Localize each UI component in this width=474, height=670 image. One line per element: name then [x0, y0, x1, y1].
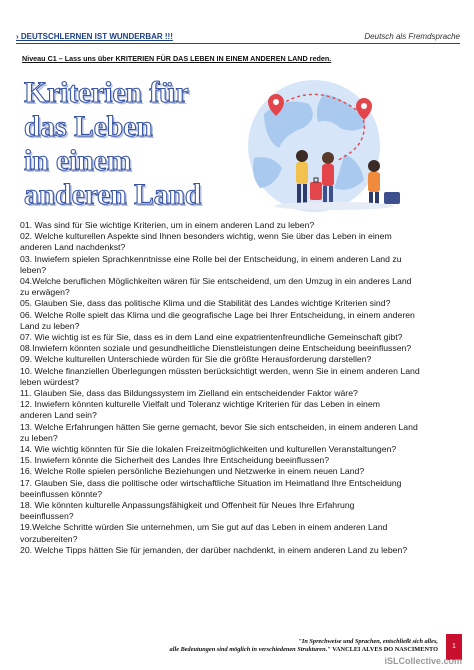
question-line: 19.Welche Schritte würden Sie unternehmen, um Sie gut auf das Leben in einem anderen Land	[20, 522, 388, 533]
question-line: 20. Welche Tipps hätten Sie für jemanden, der darüber nachdenkt, in einem anderen Land zu leben?	[20, 544, 408, 555]
globe-illustration	[224, 74, 410, 214]
question-line: beeinflussen könnte?	[20, 488, 103, 499]
traveler-figure	[368, 160, 380, 206]
question-line: vorzubereiten?	[20, 533, 78, 544]
footer-quote	[170, 638, 438, 654]
question-line: anderen Land sein?	[20, 410, 97, 421]
question-line: 17. Glauben Sie, dass die politische oder wirtschaftliche Situation im Heimatland Ihre Entscheidung	[20, 477, 402, 488]
question-line: leben?	[20, 264, 47, 275]
question-line: beeinflussen?	[20, 511, 74, 522]
question-list	[20, 220, 458, 556]
question-line: 09. Welche kulturellen Unterschiede würden für Sie die größte Herausforderung darstellen?	[20, 354, 372, 365]
question-line: 15. Inwiefern könnte die Sicherheit des Landes Ihre Entscheidung beeinflussen?	[20, 455, 330, 466]
watermark-logo: iSLCollective.com	[384, 656, 462, 666]
question-line: 01. Was sind für Sie wichtige Kriterien, um in einem anderen Land zu leben?	[20, 220, 315, 230]
question-line: 02. Welche kulturellen Aspekte sind Ihnen besonders wichtig, wenn Sie über das Leben in einem	[20, 231, 392, 242]
question-line: 12. Inwiefern könnten kulturelle Vielfalt und Toleranz wichtige Kriterien für das Leben in einem	[20, 399, 380, 410]
question-line: 18. Wie könnten kulturelle Anpassungsfähigkeit und Offenheit für Neues Ihre Erfahrung	[20, 500, 355, 511]
suitcase-icon	[384, 192, 400, 204]
header-subject: Deutsch als Fremdsprache	[364, 32, 460, 41]
page-number-badge: 1	[446, 634, 462, 660]
question-line: 14. Wie wichtig könnten für Sie die lokalen Freizeitmöglichkeiten und kulturellen Veranstaltungen?	[20, 444, 397, 455]
question-line: 04.Welche beruflichen Möglichkeiten wären für Sie entscheidend, um den Umzug in ein anderes Land	[20, 276, 412, 287]
quote-author: VANCLEI ALVES DO NASCIMENTO	[332, 646, 438, 653]
question-line: zu erwägen?	[20, 287, 70, 298]
question-line: 08.Inwiefern könnten soziale und gesundheitliche Dienstleistungen deine Entscheidung beeinflussen?	[20, 343, 412, 354]
title-line-1: Kriterien für	[24, 77, 189, 109]
question-line: leben würdest?	[20, 376, 79, 387]
worksheet-title	[24, 76, 234, 212]
quote-line-1: "In Sprechweise und Sprachen, entschließt sich alles,	[298, 638, 438, 645]
question-line: 03. Inwiefern spielen Sprachkenntnisse eine Rolle bei der Entscheidung, in einem anderen Land zu	[20, 253, 402, 264]
question-line: 10. Welche finanziellen Überlegungen müssten berücksichtigt werden, wenn Sie in einem anderen Land	[20, 365, 420, 376]
title-line-4: anderen Land	[24, 179, 202, 211]
question-line: Land zu leben?	[20, 320, 80, 331]
title-line-3: in einem	[24, 145, 132, 177]
quote-line-2-text: alle Bedeutungen sind möglich in verschiedenen Strukturen."	[169, 646, 331, 653]
question-line: 07. Wie wichtig ist es für Sie, dass es in dem Land eine expatrientenfreundliche Gemeinschaft gibt?	[20, 332, 403, 343]
question-line: 13. Welche Erfahrungen hätten Sie gerne gemacht, bevor Sie sich entscheiden, in einem anderen Land	[20, 421, 418, 432]
question-line: 05. Glauben Sie, dass das politische Klima und die Stabilität des Landes wichtige Kriterien sind?	[20, 298, 391, 309]
top-header-bar	[16, 32, 460, 44]
level-subtitle: Niveau C1 – Lass uns über KRITERIEN FÜR DAS LEBEN IN EINEM ANDEREN LAND reden.	[22, 54, 332, 63]
header-site-name[interactable]: › DEUTSCHLERNEN IST WUNDERBAR !!!	[16, 32, 173, 41]
question-line: zu leben?	[20, 432, 58, 443]
question-line: 06. Welche Rolle spielt das Klima und die geografische Lage bei Ihrer Entscheidung, in einem anderen	[20, 309, 415, 320]
question-line: 11. Glauben Sie, dass das Bildungssystem im Zielland ein entscheidender Faktor wäre?	[20, 388, 358, 399]
question-line: anderen Land nachdenkst?	[20, 242, 126, 253]
title-line-2: das Leben	[24, 111, 153, 143]
quote-line-2	[170, 646, 438, 654]
question-line: 16. Welche Rolle spielen persönliche Beziehungen und Netzwerke in einem neuen Land?	[20, 466, 365, 477]
